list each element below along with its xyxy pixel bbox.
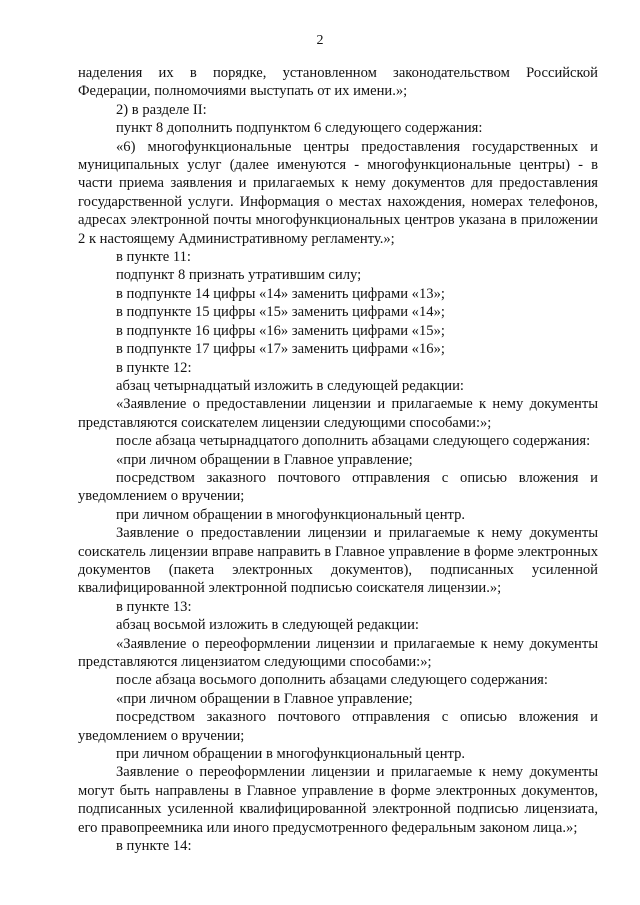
paragraph: в пункте 11: — [116, 249, 191, 266]
paragraph: посредством заказного почтового отправления с описью вложения и уведомлением о вручении; — [78, 709, 598, 744]
paragraph: при личном обращении в многофункциональный центр. — [116, 746, 466, 763]
paragraph: посредством заказного почтового отправления с описью вложения и уведомлением о вручении; — [78, 469, 598, 505]
paragraph: после абзаца восьмого дополнить абзацами следующего содержания: — [116, 672, 548, 689]
paragraph: в пункте 12: — [116, 359, 192, 376]
paragraph: абзац четырнадцатый изложить в следующей редакции: — [116, 377, 464, 394]
paragraph: 2) в разделе II: — [116, 101, 207, 118]
paragraph: «при личном обращении в Главное управление; — [116, 690, 413, 707]
paragraph: «Заявление о переоформлении лицензии и прилагаемые к нему документы представляются лицензиатом следующими способами:»; — [78, 635, 598, 670]
paragraph: после абзаца четырнадцатого дополнить абзацами следующего содержания: — [116, 433, 591, 450]
paragraph: подпункт 8 признать утратившим силу; — [116, 267, 362, 284]
paragraph: наделения их в порядке, установленном законодательством Российской Федерации, полномочиями выступать от их имени.»; — [78, 65, 598, 100]
paragraph: в пункте 13: — [116, 598, 192, 615]
paragraph: при личном обращении в многофункциональный центр. — [116, 506, 466, 523]
document-body — [78, 64, 598, 855]
paragraph: «при личном обращении в Главное управление; — [116, 451, 413, 468]
paragraph: в подпункте 16 цифры «16» заменить цифрами «15»; — [116, 322, 445, 339]
paragraph: в пункте 14: — [116, 838, 192, 855]
paragraph: «Заявление о предоставлении лицензии и прилагаемые к нему документы представляются соискателем лицензии следующими способами:»; — [78, 396, 598, 431]
page-number: 2 — [316, 33, 324, 48]
paragraph: Заявление о переоформлении лицензии и прилагаемые к нему документы могут быть направлены в Главное управление в форме электронных документов, подписанных усиленной квалифицированной электронной подписью лицензиата, его правопреемника или иного предусмотренного федеральным законом лица.»; — [78, 764, 598, 836]
paragraph: «6) многофункциональные центры предоставления государственных и муниципальных услуг (далее именуются - многофункциональные центры) - в части приема заявления и прилагаемых к нему документов для предоставления государственной услуги. Информация о местах нахождения, номерах телефонов, адресах электронной почты многофункциональных центров указана в приложении 2 к настоящему Административному регламенту.»; — [78, 138, 598, 247]
paragraph: пункт 8 дополнить подпунктом 6 следующего содержания: — [116, 120, 483, 137]
paragraph: Заявление о предоставлении лицензии и прилагаемые к нему документы соискатель лицензии вправе направить в Главное управление в форме электронных документов (пакета электронных документов), подписанных усиленной квалифицированной электронной подписью соискателя лицензии.»; — [78, 525, 598, 597]
paragraph: абзац восьмой изложить в следующей редакции: — [116, 617, 419, 634]
paragraph: в подпункте 15 цифры «15» заменить цифрами «14»; — [116, 304, 445, 321]
paragraph: в подпункте 17 цифры «17» заменить цифрами «16»; — [116, 341, 445, 358]
paragraph: в подпункте 14 цифры «14» заменить цифрами «13»; — [116, 285, 445, 302]
